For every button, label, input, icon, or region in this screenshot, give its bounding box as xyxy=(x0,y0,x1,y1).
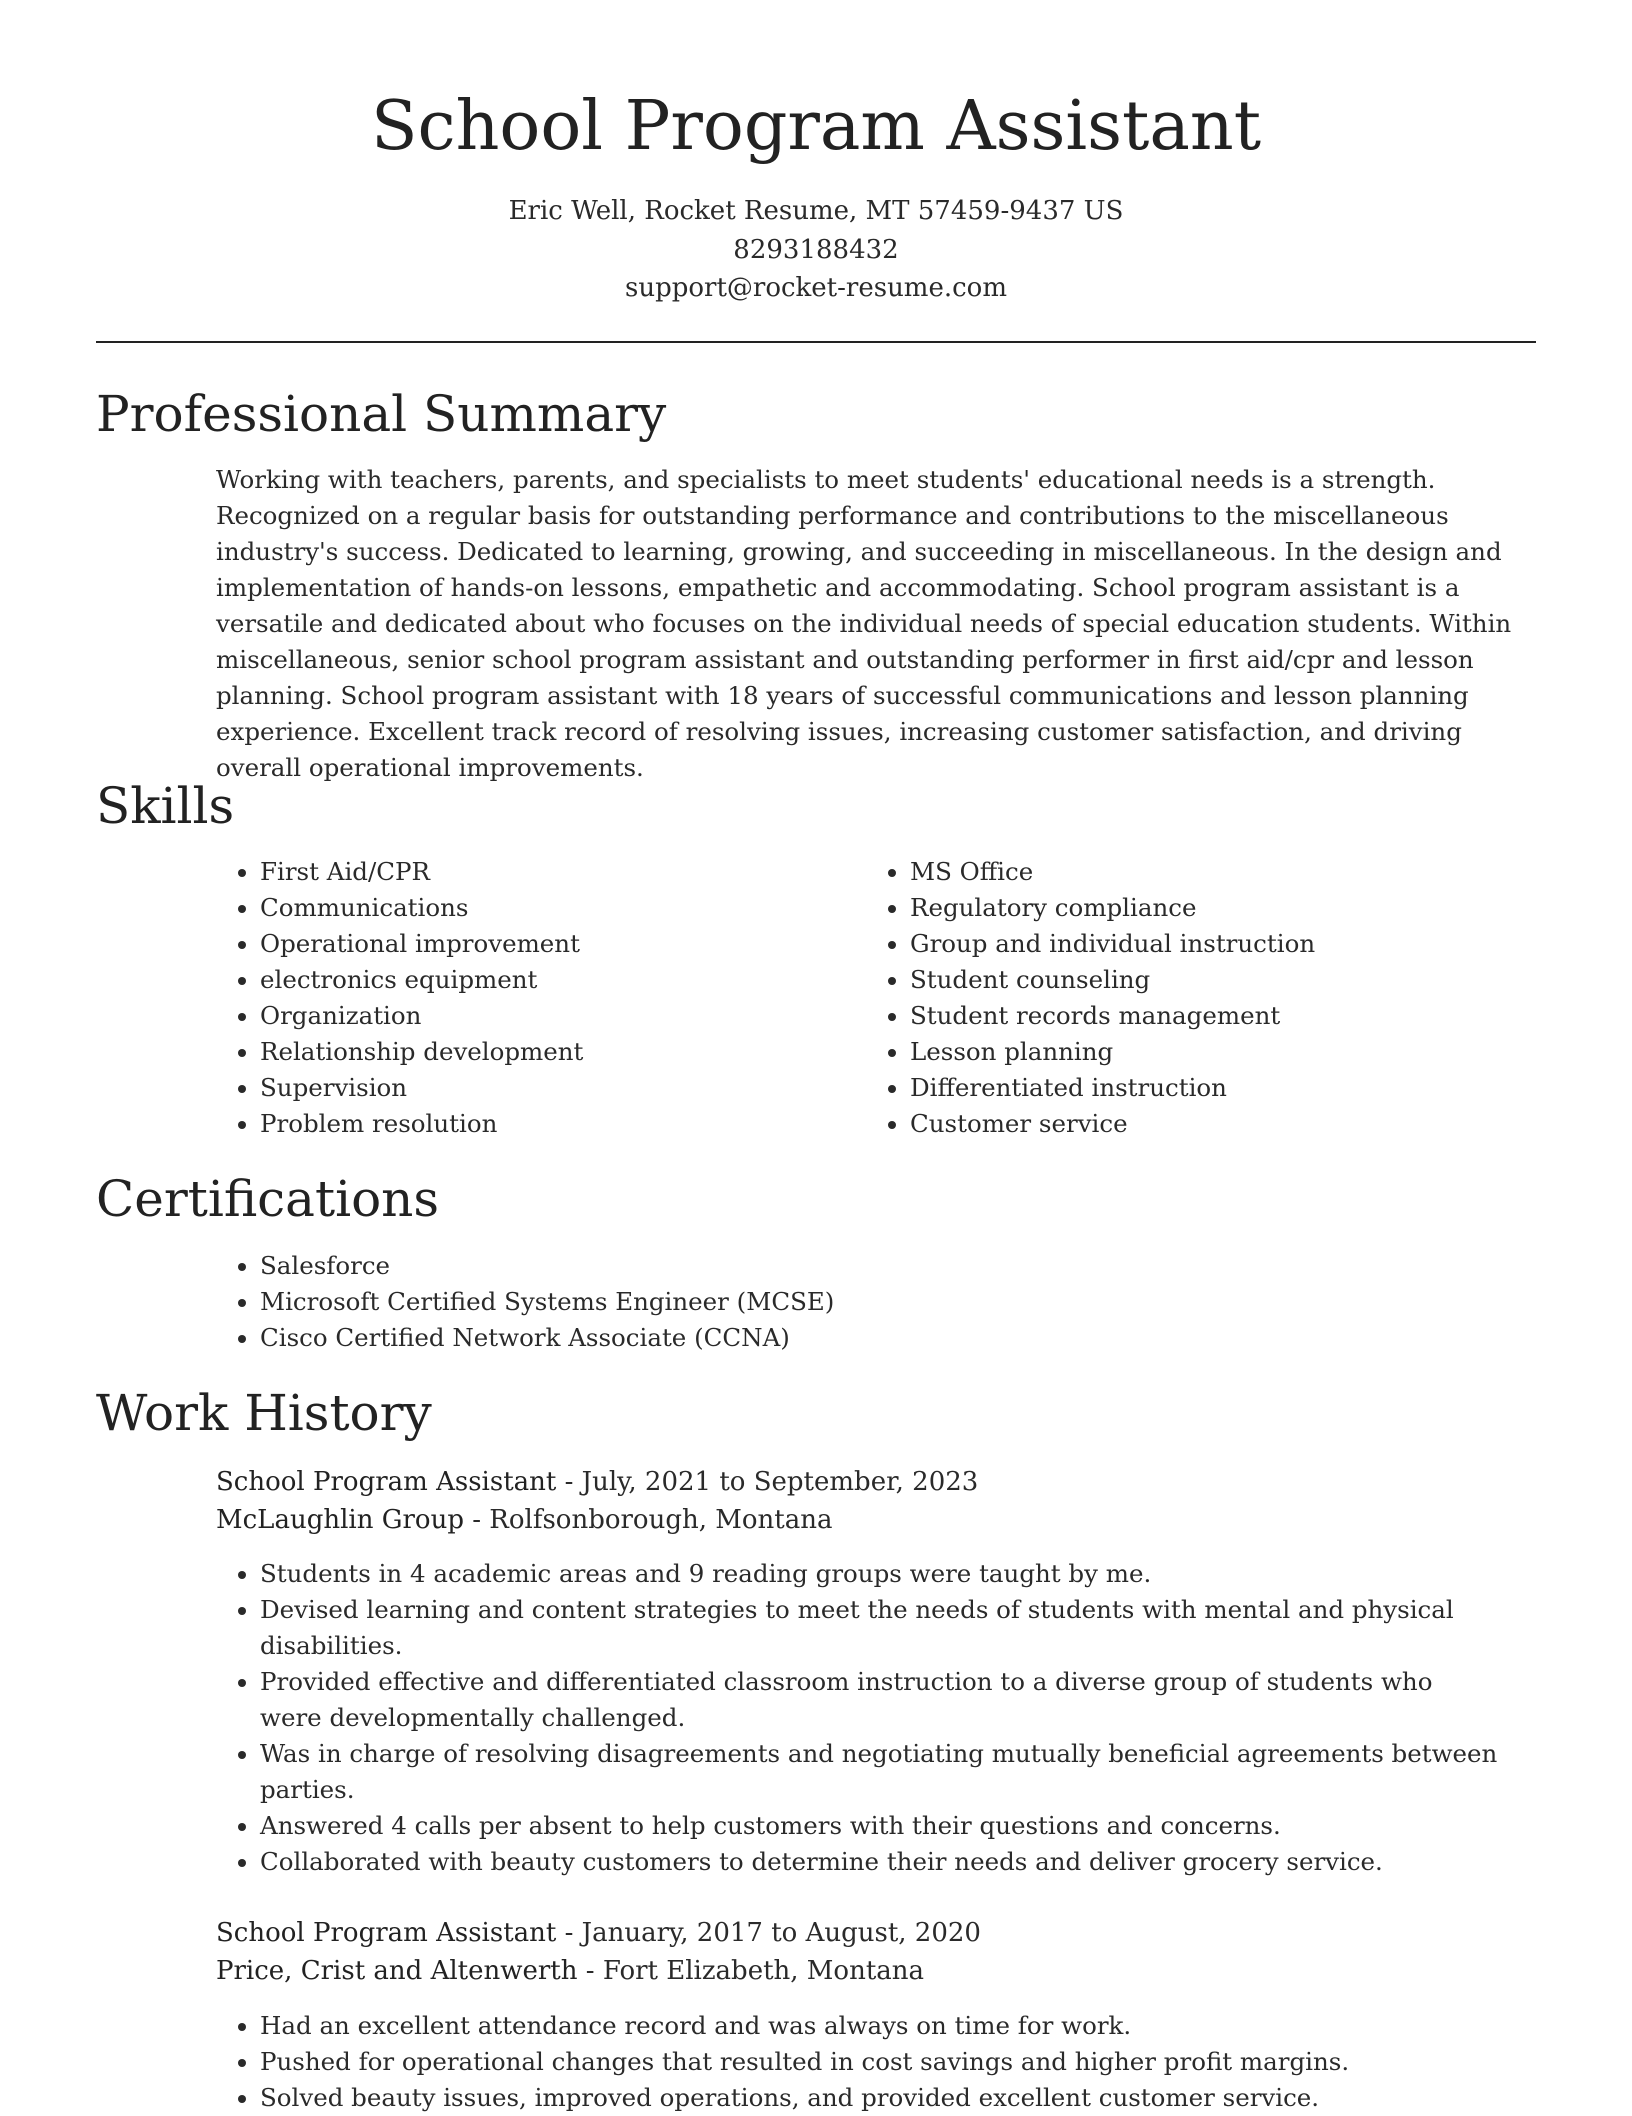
job-bullets xyxy=(216,2008,1500,2116)
job-title: School Program Assistant xyxy=(216,1467,557,1497)
skill-item: • Organization xyxy=(260,998,820,1034)
job-separator: - xyxy=(564,1467,582,1497)
skills-heading: Skills xyxy=(96,777,235,835)
skill-item: • Problem resolution xyxy=(260,1106,820,1142)
skill-item: • Student records management xyxy=(910,998,1530,1034)
job-bullet: • Collaborated with beauty customers to determine their needs and deliver grocery service. xyxy=(260,1844,1500,1880)
job-company-line xyxy=(216,1501,832,1539)
skill-item: • Differentiated instruction xyxy=(910,1070,1530,1106)
job-bullet: • Was in charge of resolving disagreements and negotiating mutually beneficial agreements between parties. xyxy=(260,1736,1500,1808)
contact-email: support@rocket-resume.com xyxy=(624,273,1007,303)
skill-item: • MS Office xyxy=(910,854,1530,890)
skill-item: • Group and individual instruction xyxy=(910,926,1530,962)
job-bullet: • Devised learning and content strategies to meet the needs of students with mental and physical disabilities. xyxy=(260,1592,1500,1664)
job-separator: - xyxy=(472,1505,490,1535)
summary-heading: Professional Summary xyxy=(96,385,667,443)
certification-item: • Salesforce xyxy=(260,1248,1460,1284)
skill-item: • Student counseling xyxy=(910,962,1530,998)
job-bullet: • Provided effective and differentiated classroom instruction to a diverse group of students who were developmentally challenged. xyxy=(260,1664,1500,1736)
skill-item: • Communications xyxy=(260,890,820,926)
job-title: School Program Assistant xyxy=(216,1918,557,1948)
header-divider xyxy=(96,341,1536,343)
job-bullet: • Pushed for operational changes that resulted in cost savings and higher profit margins. xyxy=(260,2044,1500,2080)
resume-title: School Program Assistant xyxy=(370,87,1262,166)
skills-list-right xyxy=(866,854,1530,1142)
contact-block xyxy=(0,192,1632,308)
job-bullet: • Solved beauty issues, improved operations, and provided excellent customer service. xyxy=(260,2080,1500,2116)
certification-item: • Cisco Certified Network Associate (CCNA) xyxy=(260,1320,1460,1356)
job-location: Rolfsonborough, Montana xyxy=(489,1505,833,1535)
contact-address: Eric Well, Rocket Resume, MT 57459-9437 US xyxy=(508,196,1124,226)
job-dates: July, 2021 to September, 2023 xyxy=(581,1467,979,1497)
skill-item: • electronics equipment xyxy=(260,962,820,998)
job-separator: - xyxy=(564,1918,582,1948)
job-dates: January, 2017 to August, 2020 xyxy=(581,1918,981,1948)
certification-item: • Microsoft Certified Systems Engineer (MCSE) xyxy=(260,1284,1460,1320)
skills-list-left xyxy=(216,854,820,1142)
contact-phone: 8293188432 xyxy=(733,234,899,265)
job-company: Price, Crist and Altenwerth xyxy=(216,1956,578,1986)
skill-item: • Supervision xyxy=(260,1070,820,1106)
skill-item: • Regulatory compliance xyxy=(910,890,1530,926)
job-separator: - xyxy=(585,1956,603,1986)
job-company: McLaughlin Group xyxy=(216,1505,464,1535)
job-bullet: • Answered 4 calls per absent to help customers with their questions and concerns. xyxy=(260,1808,1500,1844)
skill-item: • Customer service xyxy=(910,1106,1530,1142)
job-bullets xyxy=(216,1556,1500,1880)
job-bullet: • Students in 4 academic areas and 9 reading groups were taught by me. xyxy=(260,1556,1500,1592)
job-title-line xyxy=(216,1463,978,1501)
skill-item: • First Aid/CPR xyxy=(260,854,820,890)
skill-item: • Relationship development xyxy=(260,1034,820,1070)
summary-text: Working with teachers, parents, and specialists to meet students' educational needs is a strength. Recognized on a regular basis for outstanding performance and contributions to the miscellaneous industry's success. Dedicated to learning, growing, and succeeding in miscellaneous. In the design and implementation of hands-on lessons, empathetic and accommodating. School program assistant is a versatile and dedicated about who focuses on the individual needs of special education students. Within miscellaneous, senior school program assistant and outstanding performer in first aid/cpr and lesson planning. School program assistant with 18 years of successful communications and lesson planning experience. Excellent track record of resolving issues, increasing customer satisfaction, and driving overall operational improvements. xyxy=(216,465,1512,782)
job-bullet: • Had an excellent attendance record and was always on time for work. xyxy=(260,2008,1500,2044)
certifications-list xyxy=(216,1248,1460,1356)
job-company-line xyxy=(216,1952,924,1990)
skill-item: • Lesson planning xyxy=(910,1034,1530,1070)
work-history-heading: Work History xyxy=(96,1384,432,1442)
certifications-heading: Certifications xyxy=(96,1170,440,1228)
skill-item: • Operational improvement xyxy=(260,926,820,962)
job-title-line xyxy=(216,1914,981,1952)
job-location: Fort Elizabeth, Montana xyxy=(602,1956,925,1986)
